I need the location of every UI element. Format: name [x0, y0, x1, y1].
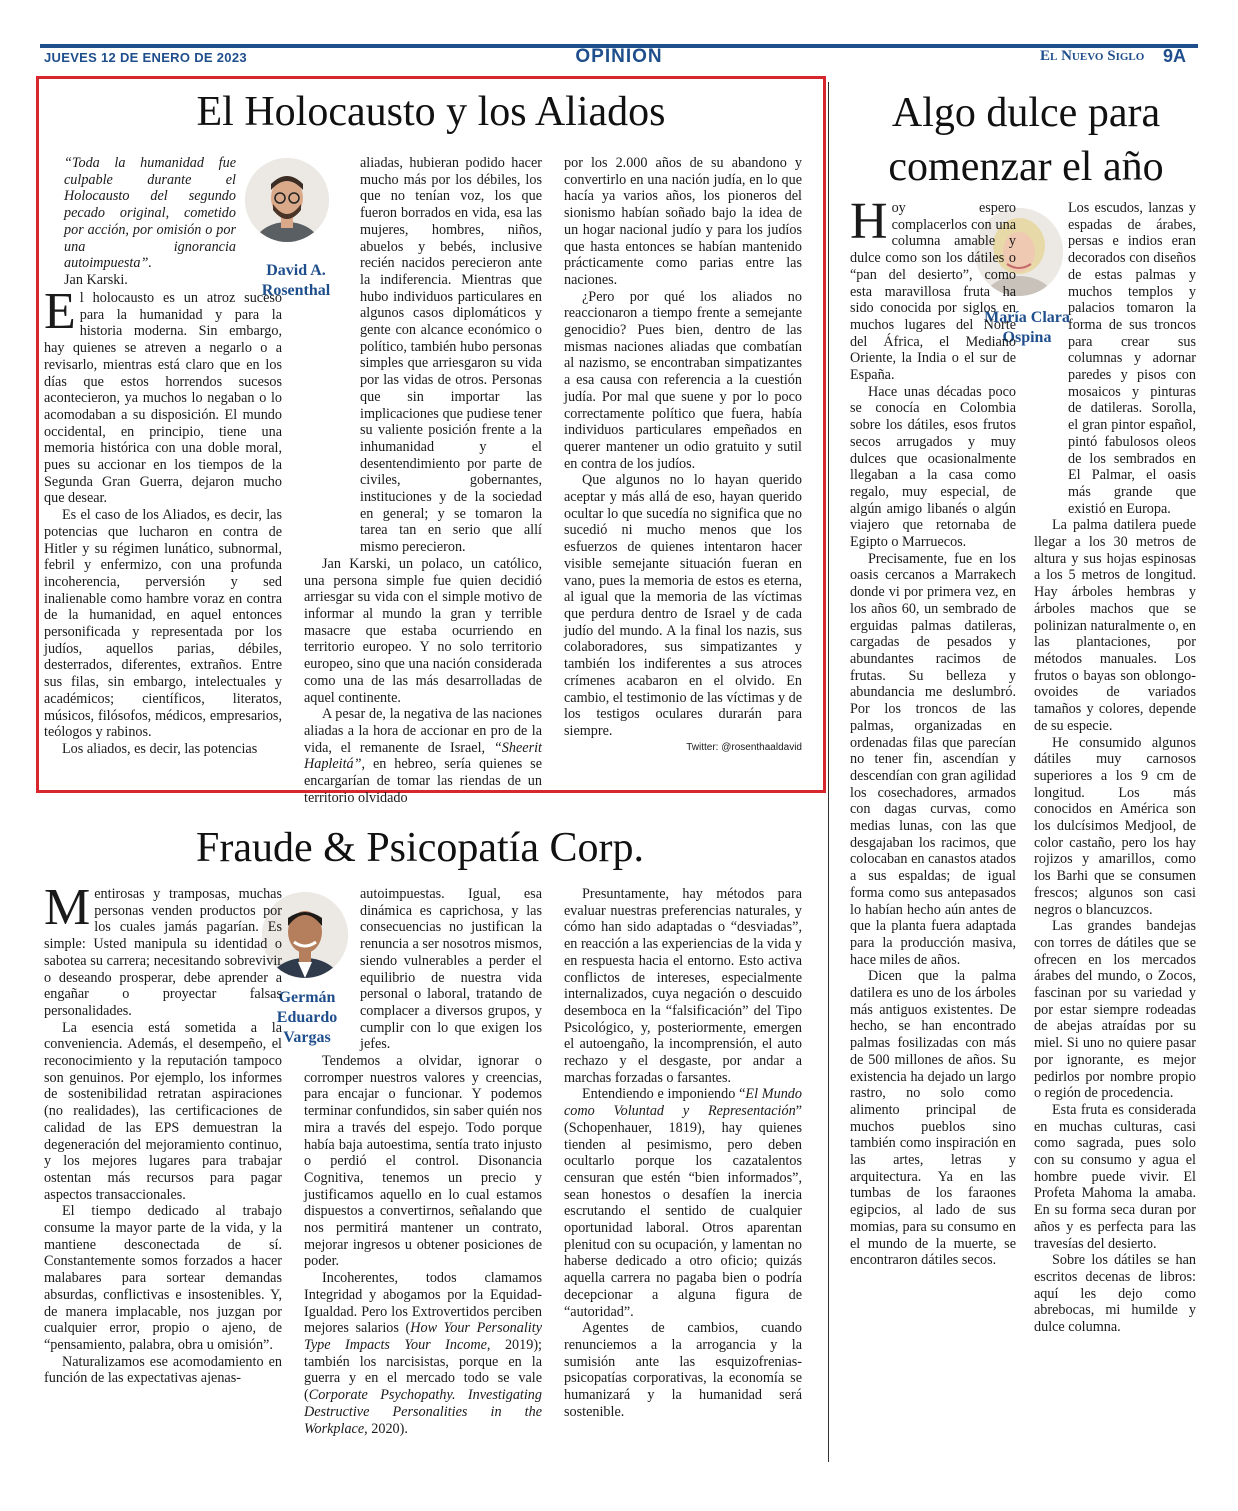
- paragraph: Presuntamente, hay métodos para evaluar nuestras preferencias naturales, y cómo han sido adaptadas o “desviadas”, en reacción a las experiencias de la vida y en respuesta hacia el entorno. Esto activa conflictos de intereses, especialmente internalizados, cuya negación o descuido desemboca en la “falsificación” del Tipo Psicológico, y, posteriormente, emergen el autoengaño, la incomprensión, el auto rechazo y el desgaste, por andar a marchas forzadas o farsantes.: [564, 886, 802, 1086]
- article1-column-3: [564, 155, 802, 756]
- text-run: , 2020).: [364, 1420, 408, 1437]
- newspaper-name: El Nuevo Siglo: [1040, 48, 1145, 64]
- paragraph: La esencia está sometida a la conveniencia. Además, el desempeño, el reconocimiento y la reputación tampoco son genuinos. Por ejemplo, los informes de sostenibilidad retratan aspiraciones (no realidades), las certificaciones de calidad de las EPS demuestran la degeneración del mejoramiento continuo, y los mejores lugares para trabajar ostentan más recursos para pagar aspectos transaccionales.: [44, 1019, 282, 1203]
- paragraph: Hace unas décadas poco se conocía en Colombia sobre los dátiles, esos frutos secos arrugados y muy dulces que ocasionalmente llegaban a la casa como regalo, muy especial, de algún amigo libanés o algún viajero que retornaba de Egipto o Marruecos.: [850, 383, 1016, 551]
- author-first-name: María Clara: [984, 309, 1070, 326]
- drop-cap: E: [44, 283, 76, 340]
- paragraph: [44, 879, 282, 1020]
- text-run: A pesar de, la negativa de las naciones aliadas a la hora de accionar en pro de la vida, el remanente de Israel,: [304, 706, 542, 756]
- text-run: , en hebreo, sería quienes se encargarían de tomar las riendas de un territorio olvidado: [304, 756, 542, 806]
- paragraph: Naturalizamos ese acomodamiento en función de las expectativas ajenas-: [44, 1353, 282, 1387]
- twitter-handle: Twitter: @rosenthaaldavid: [686, 741, 802, 753]
- article3-column-2: [1034, 200, 1196, 1336]
- paragraph: ¿Pero por qué los aliados no reaccionaron a tiempo frente a semejante genocidio? Pues bien, dentro de las mismas naciones aliadas que combatían al nazismo, se encontraban simpatizantes a esa causa con referencia a la cuestión judía. Por mal que suene y por lo poco correctamente político que fuera, había individuos particulares empeñados en querer mantener un odio gratuito y sutil en contra de los judíos.: [564, 288, 802, 472]
- text-run: Entendiendo e imponiendo “: [582, 1086, 746, 1103]
- article-title-holocausto: El Holocausto y los Aliados: [196, 89, 666, 135]
- epigraph-author: Jan Karski.: [64, 271, 128, 288]
- paragraph: Es el caso de los Aliados, es decir, las potencias que lucharon en contra de Hitler y su régimen lunático, subnormal, febril y enfermizo, con una profunda incoherencia, perversión y sed inalienable como hambre voraz en contra de la humanidad, en aquel entonces personificada y representada por los judíos, aquellos parias, débiles, desterrados, diferentes, extraños. Entre sus filas, sin embargo, intelectuales y académicos; científicos, literatos, músicos, filósofos, médicos, empresarios, teólogos y rabinos.: [44, 507, 282, 741]
- paragraph: [850, 193, 1016, 384]
- text-run: Incoherentes, todos clamamos Integridad y abogamos por la Equidad-Igualdad. Pero los Extrovertidos perciben mejores salarios (: [304, 1270, 542, 1337]
- paragraph: Dicen que la palma datilera es uno de los árboles más antiguos existentes. De hecho, se han encontrado palmas fosilizadas con más de 500 millones de años. Su existencia ha dejado un largo rastro, no solo como alimento principal de muchos pueblos sino también como inspiración en las artes, letras y arquitectura. Ya en las tumbas de los faraones egipcios, al lado de sus momias, para su consumo en el mundo de la muerte, se encontraron dátiles secos.: [850, 968, 1016, 1269]
- epigraph: “Toda la humanidad fue culpable durante el Holocausto del segundo pecado original, cometido por acción, por omisión o por una ignorancia autoimpuesta”.: [64, 155, 236, 272]
- page-number: 9A: [1163, 46, 1187, 66]
- paragraph: Las grandes bandejas con torres de dátiles que se ofrecen en los mercados árabes del mundo, o Zocos, fascinan por su variedad y por estar siempre rodeadas de abejas atraídas por su miel. Si uno no quiere pasar por ignorante, es mejor pedirlos por nombre propio o región de procedencia.: [1034, 918, 1196, 1102]
- issue-date: JUEVES 12 DE ENERO DE 2023: [44, 50, 247, 65]
- paragraph: Que algunos no lo hayan querido aceptar y más allá de eso, hayan querido ocultar lo que sucedía no significa que no sucedió ni mucho menos que los esfuerzos de quienes intentaron hacer visible semejante situación fueran en vano, pues la memoria de estos es eterna, al igual que la memoria de las víctimas que perdura dentro de Israel y de cada judío del mundo. A la final los nazis, sus colaboradores, sus simpatizantes y también los indiferentes a sus atroces crímenes acabaron en el olvido. En cambio, el testimonio de las víctimas y de los testigos oculares durarán para siempre.: [564, 472, 802, 739]
- paragraph: autoimpuestas. Igual, esa dinámica es caprichosa, y las consecuencias no justifican la renuncia a ser nosotros mismos, siendo vulnerables a perder el equilibrio de nuestra vida personal o laboral, tratando de complacer a diversos grupos, y cumplir con lo que exigen los jefes.: [360, 886, 542, 1053]
- text-run: oy espero complacerlos con una columna amable y dulce como son los dátiles o “pan del desierto”, como esta maravillosa fruta ha sido conocida por siglos en muchos lugares del Norte del África, el Mediano Oriente, la India o el sur de España.: [850, 200, 1016, 384]
- paragraph: Jan Karski, un polaco, un católico, una persona simple fue quien decidió arriesgar su vida con el simple motivo de informar al mundo la gran y terrible masacre que estaba ocurriendo en territorio europeo. Y no solo territorio europeo, sino que una nación considerada como una de las más desarrolladas de aquel continente.: [304, 555, 542, 706]
- paragraph: Sobre los dátiles se han escritos decenas de libros: aquí les dejo como abrebocas, mi humilde y dulce columna.: [1034, 1252, 1196, 1336]
- paragraph: Precisamente, fue en los oasis cercanos a Marrakech donde vi por primera vez, en los años 60, un sembrado de erguidas palmas datileras, cargadas de pesados y abundantes racimos de frutas. Su belleza y abundancia me deslumbró. Por los troncos de las palmas, organizadas en ordenadas filas que parecían no tener fin, ascendían y descendían con gran agilidad los cosechadores, armados con dagas curvas, como medias lunas, con las que desgajaban los racimos, que colocaban en canastos atados a sus espaldas; de igual forma como sus antepasados lo habían hecho aún antes de que la planta fuera adaptada para la producción masiva, hace miles de años.: [850, 550, 1016, 968]
- text-run: entirosas y tramposas, muchas personas venden productos por los cuales jamás pagarían. Es simple: Usted manipula su identidad o sabotea su carrera; necesitando sobrevivir o deseando prosperar, debe aprender a engañar o proyectar falsas personalidades.: [44, 886, 282, 1019]
- author-last-name: Ospina: [1002, 329, 1052, 346]
- paragraph: He consumido algunos dátiles muy carnosos superiores a los 9 cm de longitud. Los más conocidos en América son los dulcísimos Medjool, de color castaño, pero los hay rojizos y amarillos, como los Barhi que se consumen frescos; algunos son casi negros o blancuzcos.: [1034, 734, 1196, 918]
- text-run: ” (Schopenhauer, 1819), hay quienes tienden al pesimismo, pero deben ocultarlo porque los cazatalentos censuran que estén “bien informados”, sean honestos o desafíen la inercia escrutando el sentido de cualquier oportunidad laboral. Otros aparentan plenitud con su ocupación, y lamentan no haberse dedicado a otro oficio; quizás aquella carrera no pagaba bien o podría decepcionar a alguna figura de “autoridad”.: [564, 1103, 802, 1320]
- author-middle-name: Eduardo: [276, 1009, 338, 1026]
- paragraph: [564, 1086, 802, 1320]
- drop-cap: M: [44, 879, 91, 936]
- author-first-name: David A.: [266, 262, 326, 279]
- section-title: OPINIÓN: [575, 46, 663, 67]
- paragraph: Tendemos a olvidar, ignorar o corromper nuestros valores y creencias, para encajar o funcionar. Y podemos terminar confundidos, sin saber quién nos mira a través del espejo. Todo porque había baja autoestima, sentía trato injusto o perdió el control. Disonancia Cognitiva, tenemos un precio y justificamos aquello en lo cual estamos dispuestos a convertirnos, señalando que nos permitirá mantener un contrato, mejorar ingresos u obtener posiciones de poder.: [304, 1053, 542, 1270]
- article1-column-2: [304, 155, 542, 806]
- text-run-italic: How Your Personality Type Impacts Your Income: [304, 1320, 542, 1353]
- paragraph: l holocausto es un atroz suceso para la humanidad y para la historia moderna. Sin embargo, hay quienes se atreven a negarlo o a revisarlo, mientras está claro que en los días que estos horrendos sucesos acontecieron, ya muchos lo negaban o lo acomodaban a su disposición. El mundo occidental, en principio, tiene una memoria histórica con una doble moral, pues su accionar en los tiempos de la Segunda Gran Guerra, dejaron mucho que desear.: [44, 290, 282, 507]
- drop-cap: H: [850, 193, 888, 250]
- paragraph: por los 2.000 años de su abandono y convertirlo en una nación judía, en lo que hacía ya varios años, los pioneros del sionismo habían soñado bajo la idea de un hogar nacional judío y para los judíos que hasta entonces se habían mantenido prácticamente como parias entre las naciones.: [564, 155, 802, 288]
- article2-column-2: [304, 886, 542, 1437]
- column-divider: [828, 82, 829, 1462]
- article2-column-1: [44, 879, 282, 1387]
- text-run: , 2019); también los narcisistas, porque en la guerra y en el mercado todo se vale (: [304, 1336, 542, 1404]
- author-first-name: Germán: [278, 989, 336, 1006]
- article1-column-1: [44, 283, 282, 758]
- text-run-italic: Corporate Psychopathy. Investigating Destructive Personalities in the Workplace: [304, 1387, 542, 1437]
- paragraph: [304, 706, 542, 806]
- article1-quote-block: [60, 155, 236, 289]
- article2-column-3: [564, 886, 802, 1421]
- article-title-algo-dulce: Algo dulce para comenzar el año: [888, 90, 1164, 190]
- paragraph: Agentes de cambios, cuando renunciemos a la arrogancia y la sumisión ante las esquizofrenias-psicopatías corporativas, la economía se humanizará y la humanidad será sostenible.: [564, 1320, 802, 1420]
- paragraph: La palma datilera puede llegar a los 30 metros de altura y sus hojas espinosas a los 5 metros de longitud. Hay árboles hembras y árboles machos que se polinizan naturalmente o, en las plantaciones, por métodos manuales. Los frutos o bayas son oblongo-ovoides de variados tamaños y colores, depende de su especie.: [1034, 517, 1196, 734]
- text-run-italic: “Sheerit Hapleitá”: [304, 739, 542, 773]
- paragraph: El tiempo dedicado al trabajo consume la mayor parte de la vida, y la mantiene desconectada de sí. Constantemente somos forzados a hacer malabares para sortear demandas absurdas, conflictivas e insostenibles. Y, de manera implacable, nos juzgan por cualquier error, propio o ajeno, de “pensamiento, palabra, obra u omisión”.: [44, 1203, 282, 1353]
- author-last-name: Rosenthal: [261, 282, 331, 299]
- paragraph: Esta fruta es considerada en muchas culturas, casi como sagrada, pues solo con su consumo y agua el hombre puede vivir. El Profeta Mahoma la amaba. En su forma seca duran por años y es perfecta para las travesías del desierto.: [1034, 1101, 1196, 1252]
- text-run-italic: El Mundo como Voluntad y Representación: [564, 1086, 802, 1120]
- paragraph: [304, 1270, 542, 1437]
- paragraph: aliadas, hubieran podido hacer mucho más por los débiles, los que no tenían voz, los que fueron borrados en vida, esa las mujeres, hombres, niños, abuelos y bebés, inclusive recién nacidos perecieron ante la indiferencia. Mientras que hubo individuos particulares en algunos casos diplomáticos y gente con alcance económico o político, también hubo personas simples que arriesgaron su vida por las vidas de otros. Personas que sin importar las implicaciones que pudiese tener su valiente posición frente a la inhumanidad y el desentendimiento por parte de civiles, gobernantes, instituciones y de la sociedad en general; y se tomaron la tarea tan en serio que allí mismo perecieron.: [360, 155, 542, 556]
- paragraph: Los escudos, lanzas y espadas de árabes, persas e indios eran decorados con diseños de estas palmas y muchos templos y palacios tomaron la forma de sus troncos para crear sus columnas y adornar paredes y pisos con mosaicos y pinturas de datileras. Sorolla, el gran pintor español, pintó fabulosos oleos de los sembrados en El Palmar, el oasis más grande que existió en Europa.: [1068, 200, 1196, 517]
- author-last-name: Vargas: [283, 1029, 331, 1046]
- article-title-fraude: Fraude & Psicopatía Corp.: [196, 825, 644, 871]
- paragraph: Los aliados, es decir, las potencias: [62, 740, 258, 757]
- article3-column-1: [850, 193, 1016, 1269]
